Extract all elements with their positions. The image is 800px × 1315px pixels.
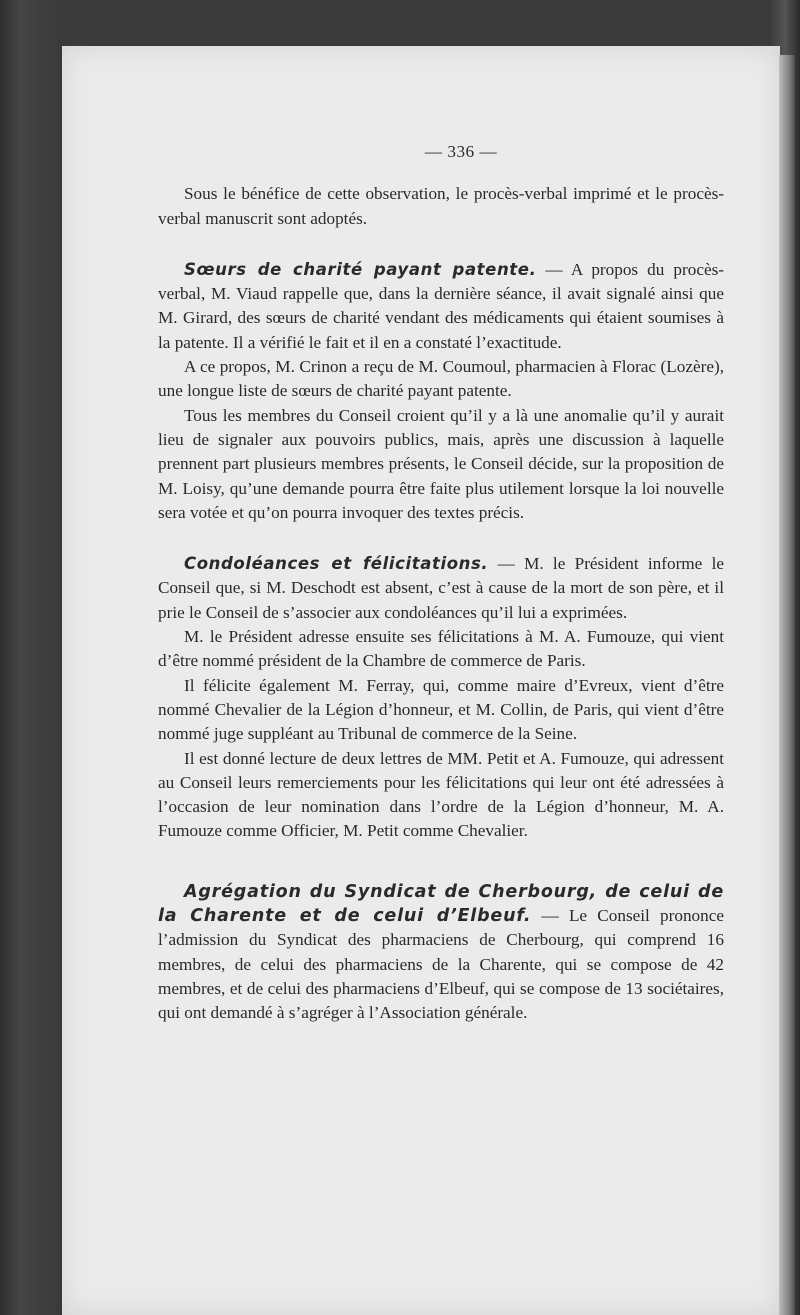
section-text: A propos du procès-verbal, M. Viaud rappelle que, dans la dernière séance, il avait signalé ainsi que M. Girard, des sœurs de charité vendant des médicaments qui étaient soumises à la patente. Il a vérifié le fait et il en a constaté l’exactitude. xyxy=(158,259,724,352)
page-number: — 336 — xyxy=(424,142,498,161)
section-paragraph xyxy=(158,258,724,355)
section-heading: Sœurs de charité payant patente. xyxy=(184,259,537,279)
heading-dash: — xyxy=(531,906,569,926)
section-soeurs-de-charite xyxy=(158,258,724,525)
section-paragraph: A ce propos, M. Crinon a reçu de M. Coumoul, pharmacien à Florac (Lozère), une longue liste de sœurs de charité payant patente. xyxy=(158,357,724,401)
section-condoleances xyxy=(158,552,724,844)
section-heading: Condoléances et félicitations. xyxy=(184,554,489,574)
section-text: Le Conseil prononce l’admission du Syndicat des pharmaciens de Cherbourg, qui comprend 16 membres, de celui des pharmaciens de la Charente, qui se compose de 42 membres, et de celui des pharmaciens d’Elbeuf, qui se compose de 13 sociétaires, qui ont demandé à s’agréger à l’Association générale. xyxy=(158,906,724,1023)
section-paragraph: M. le Président adresse ensuite ses félicitations à M. A. Fumouze, qui vient d’être nommé président de la Chambre de commerce de Paris. xyxy=(158,627,724,671)
heading-dash: — xyxy=(488,554,525,574)
section-heading: Agrégation du Syndicat de Cherbourg, de celui de la Charente et de celui d’Elbeuf. xyxy=(158,881,724,927)
section-paragraph: Il est donné lecture de deux lettres de MM. Petit et A. Fumouze, qui adressent au Conseil leurs remerciements pour les félicitations qui leur ont été adressées à l’occasion de leur nomination dans l’ordre de la Légion d’honneur, M. A. Fumouze comme Officier, M. Petit comme Chevalier. xyxy=(158,748,724,841)
section-agregation xyxy=(158,880,724,1026)
section-paragraph: Il félicite également M. Ferray, qui, comme maire d’Evreux, vient d’être nommé Chevalier de la Légion d’honneur, et M. Collin, de Paris, qui vient d’être nommé juge suppléant au Tribunal de commerce de la Seine. xyxy=(158,675,724,744)
section-paragraph xyxy=(158,552,724,625)
intro-paragraph: Sous le bénéfice de cette observation, le procès-verbal imprimé et le procès-verbal manuscrit sont adoptés. xyxy=(158,184,724,228)
page-edge xyxy=(779,55,795,1315)
section-paragraph: Tous les membres du Conseil croient qu’il y a là une anomalie qu’il y aurait lieu de signaler aux pouvoirs publics, mais, après une discussion à laquelle prennent part plusieurs membres présents, le Conseil décide, sur la proposition de M. Loisy, qu’une demande pourra être faite plus utilement lorsque la loi nouvelle sera votée et qu’on pourra invoquer des textes précis. xyxy=(158,405,724,522)
heading-dash: — xyxy=(536,259,571,279)
section-paragraph xyxy=(158,880,724,1026)
section-text: M. le Président informe le Conseil que, si M. Deschodt est absent, c’est à cause de la mort de son père, et il prie le Conseil de s’associer aux condoléances qu’il lui a exprimées. xyxy=(158,554,725,622)
page-text xyxy=(158,140,724,1026)
